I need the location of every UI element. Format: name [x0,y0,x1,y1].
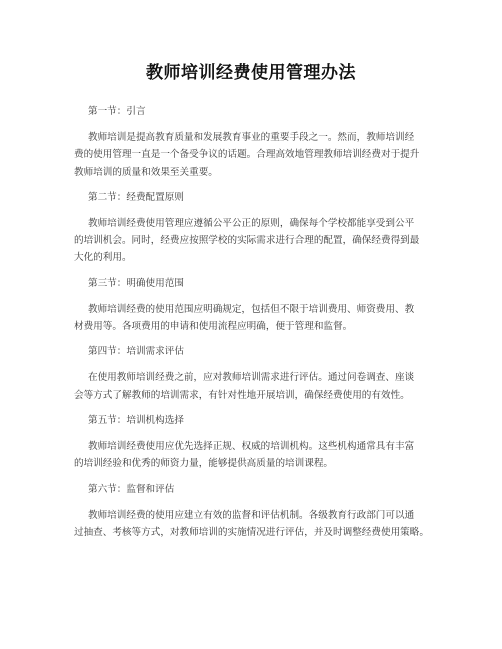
section-paragraph [74,129,428,181]
section-4 [74,345,428,404]
paragraph-line: 费的使用管理一直是一个备受争议的话题。合理高效地管理教师培训经费对于提升 [74,149,420,161]
section-2 [74,191,428,267]
section-heading: 第六节：监督和评估 [88,483,175,495]
paragraph-line: 的培训经验和优秀的师资力量，能够提供高质量的培训课程。 [74,458,334,470]
paragraph-line: 过抽查、考核等方式，对教师培训的实施情况进行评估，并及时调整经费使用策略。 [74,526,429,538]
paragraph-line: 材费用等。各项费用的申请和使用流程应明确，便于管理和监督。 [74,321,353,333]
paragraph-line: 的培训机会。同时，经费应按照学校的实际需求进行合理的配置，确保经费得到最 [74,235,420,247]
section-paragraph [74,369,428,404]
paragraph-line: 在使用教师培训经费之前，应对教师培训需求进行评估。通过问卷调查、座谈 [88,372,415,384]
section-paragraph [74,438,428,473]
section-paragraph [74,215,428,267]
section-heading: 第五节：培训机构选择 [88,414,184,426]
section-paragraph [74,507,428,542]
section-heading: 第三节：明确使用范围 [88,277,184,289]
section-5 [74,414,428,473]
section-heading: 第四节：培训需求评估 [88,346,184,358]
paragraph-line: 教师培训经费使用应优先选择正规、权威的培训机构。这些机构通常具有丰富 [88,440,415,452]
paragraph-line: 教师培训经费使用管理应遵循公平公正的原则，确保每个学校都能享受到公平 [88,217,415,229]
section-heading: 第一节：引言 [88,106,146,117]
section-6 [74,483,428,542]
section-3 [74,277,428,336]
document-title: 教师培训经费使用管理办法 [146,63,356,83]
paragraph-line: 教师培训经费的使用范围应明确规定，包括但不限于培训费用、师资费用、教 [88,303,415,315]
paragraph-line: 教师培训的质量和效果至关重要。 [74,166,218,178]
paragraph-line: 大化的利用。 [74,252,132,264]
section-paragraph [74,301,428,336]
section-1 [74,105,428,181]
paragraph-line: 教师培训是提高教育质量和发展教育事业的重要手段之一。然而，教师培训经 [88,132,415,143]
paragraph-line: 会等方式了解教师的培训需求，有针对性地开展培训，确保经费使用的有效性。 [74,389,410,401]
section-heading: 第二节：经费配置原则 [88,191,184,203]
paragraph-line: 教师培训经费的使用应建立有效的监督和评估机制。各级教育行政部门可以通 [88,509,415,521]
